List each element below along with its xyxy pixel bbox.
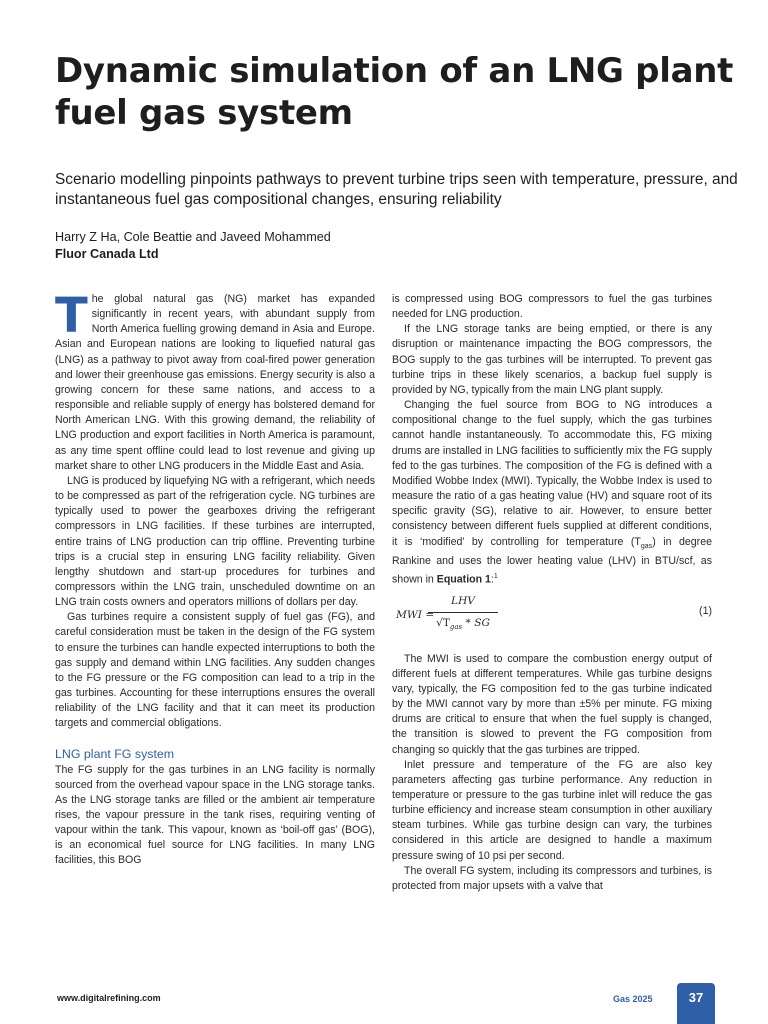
article-subtitle: Scenario modelling pinpoints pathways to prevent turbine trips seen with temperature, pressure, and instantaneous fuel gas compositional changes, ensuring reliability bbox=[55, 171, 738, 208]
equation-fraction bbox=[428, 594, 498, 635]
drop-cap: T bbox=[55, 288, 88, 344]
body-paragraph: The FG supply for the gas turbines in an LNG facility is normally sourced from the overhead vapour space in the LNG storage tanks. As the LNG storage tanks are filled or the ambient air temperature rises, the vapour pressure in the tank rises, requiring venting of vapour within the tank. This vapour, known as ‘boil-off gas’ (BOG), is an economical fuel source for LNG facilities. In many LNG facilities, this BOG bbox=[55, 763, 375, 867]
subscript: gas bbox=[449, 622, 463, 631]
article-title: Dynamic simulation of an LNG plant fuel gas system bbox=[55, 51, 734, 133]
equation-numerator: LHV bbox=[428, 594, 498, 613]
paragraph-text: : bbox=[490, 573, 494, 586]
author-company: Fluor Canada Ltd bbox=[55, 247, 159, 261]
paragraph-text: Changing the fuel source from BOG to NG introduces a compositional change to the fuel supply, which the gas turbines cannot handle instantaneously. To accommodate this, FG mixing drums are installed in LNG facilities to sufficiently mix the FG supply fed to the gas turbines. The composition of the FG is defined with a Modified Wobbe Index (MWI). Typically, the Wobbe Index is used to measure the ratio of a gas heating value (HV) and square root of its specific gravity (SG), relative to air. However, to ensure better consistency between different fuels supplied at different conditions, it is ‘modified’ by controlling for temperature (T bbox=[392, 399, 712, 548]
equation-lhs: MWI = bbox=[396, 608, 435, 621]
body-paragraph: Gas turbines require a consistent supply of fuel gas (FG), and careful consideration must be taken in the design of the FG system to ensure the turbines can handle expected interruptions to both the gas supply and demand within LNG facilities. Any sudden changes to the FG pressure or the FG composition can lead to a trip in the gas turbines. Accounting for these interruptions ensures the overall reliability of the LNG facility and that it can meet its production targets and commercial obligations. bbox=[55, 611, 375, 730]
paragraph-text: ) in degree Rankine and uses the lower heating value (LHV) in BTU/scf, as shown in bbox=[392, 535, 712, 586]
byline bbox=[55, 229, 655, 263]
page-number: 37 bbox=[677, 983, 715, 1024]
body-paragraph: The overall FG system, including its compressors and turbines, is protected from major upsets with a valve that bbox=[392, 864, 712, 892]
equation-denominator bbox=[428, 616, 498, 635]
footer-issue: Gas 2025 bbox=[613, 994, 653, 1004]
denominator-rest: * SG bbox=[462, 616, 490, 629]
section-heading: LNG plant FG system bbox=[55, 746, 175, 761]
body-paragraph: If the LNG storage tanks are being emptied, or there is any disruption or maintenance impacting the BOG compressors, the BOG supply to the gas turbines will be interrupted. To prevent gas turbine trips in these likely scenarios, a backup fuel supply is provided by NG, typically from the main LNG plant supply. bbox=[392, 323, 712, 396]
author-names: Harry Z Ha, Cole Beattie and Javeed Mohammed bbox=[55, 230, 331, 244]
body-paragraph: The MWI is used to compare the combustion energy output of different fuels at different temperatures. While gas turbine designs vary, typically, the FG composition fed to the gas turbine indicated by the MWI cannot vary by more than ±5% per minute. FG mixing drums are critical to ensure that when the fuel supply is changed, the transition is slowed to prevent the FG composition from changing so quickly that the gas turbines are tripped. bbox=[392, 652, 712, 756]
footer-url: www.digitalrefining.com bbox=[57, 993, 161, 1003]
sqrt-term: √T bbox=[436, 616, 450, 629]
subscript: gas bbox=[640, 542, 653, 550]
body-column-left bbox=[55, 288, 375, 869]
equation-1 bbox=[392, 594, 712, 642]
footnote-marker: 1 bbox=[493, 572, 498, 580]
equation-number: (1) bbox=[699, 604, 712, 617]
body-paragraph: LNG is produced by liquefying NG with a refrigerant, which needs to be compressed as part of the refrigeration cycle. NG turbines are typically used to power the gearboxes driving the refrigerant compressors in LNG facilities. If these turbines are interrupted, entire trains of LNG production can trip offline. Preventing turbine trips is a crucial step in ensuring LNG facility reliability. Given lengthy shutdown and start-up procedures for turbines and compressors within the LNG train, unscheduled downtime on an LNG train costs owners and operators millions of dollars per day. bbox=[55, 474, 375, 609]
body-paragraph: Inlet pressure and temperature of the FG are also key parameters affecting gas turbine performance. Any reduction in temperature or pressure to the gas turbine inlet will reduce the gas turbine efficiency and increase steam consumption in other auxiliary steam turbines. While gas turbine design can vary, the turbines considered in this article are designed to handle a maximum pressure swing of 10 psi per second. bbox=[392, 758, 712, 862]
equation-reference: Equation 1 bbox=[436, 573, 491, 586]
body-paragraph bbox=[55, 288, 375, 474]
body-paragraph: is compressed using BOG compressors to fuel the gas turbines needed for LNG production. bbox=[392, 293, 712, 321]
body-column-right bbox=[392, 292, 712, 894]
paragraph-text: he global natural gas (NG) market has expanded significantly in recent years, with abundant supply from North America fuelling growing demand in Asia and Europe. Asian and European nations are looking to liquefied natural gas (LNG) as a pathway to pivot away from coal-fired power generation and lower their greenhouse gas emissions. Energy security is also a growing concern for these same nations, and access to a responsible and reliable supply of energy has bolstered demand for North American LNG. With this growing demand, the reliability of LNG production and export facilities in North America is paramount, as any time spent offline could lead to lost revenue and giving up market share to other LNG producers in the Middle East and Asia. bbox=[55, 293, 375, 472]
body-paragraph bbox=[392, 398, 712, 588]
